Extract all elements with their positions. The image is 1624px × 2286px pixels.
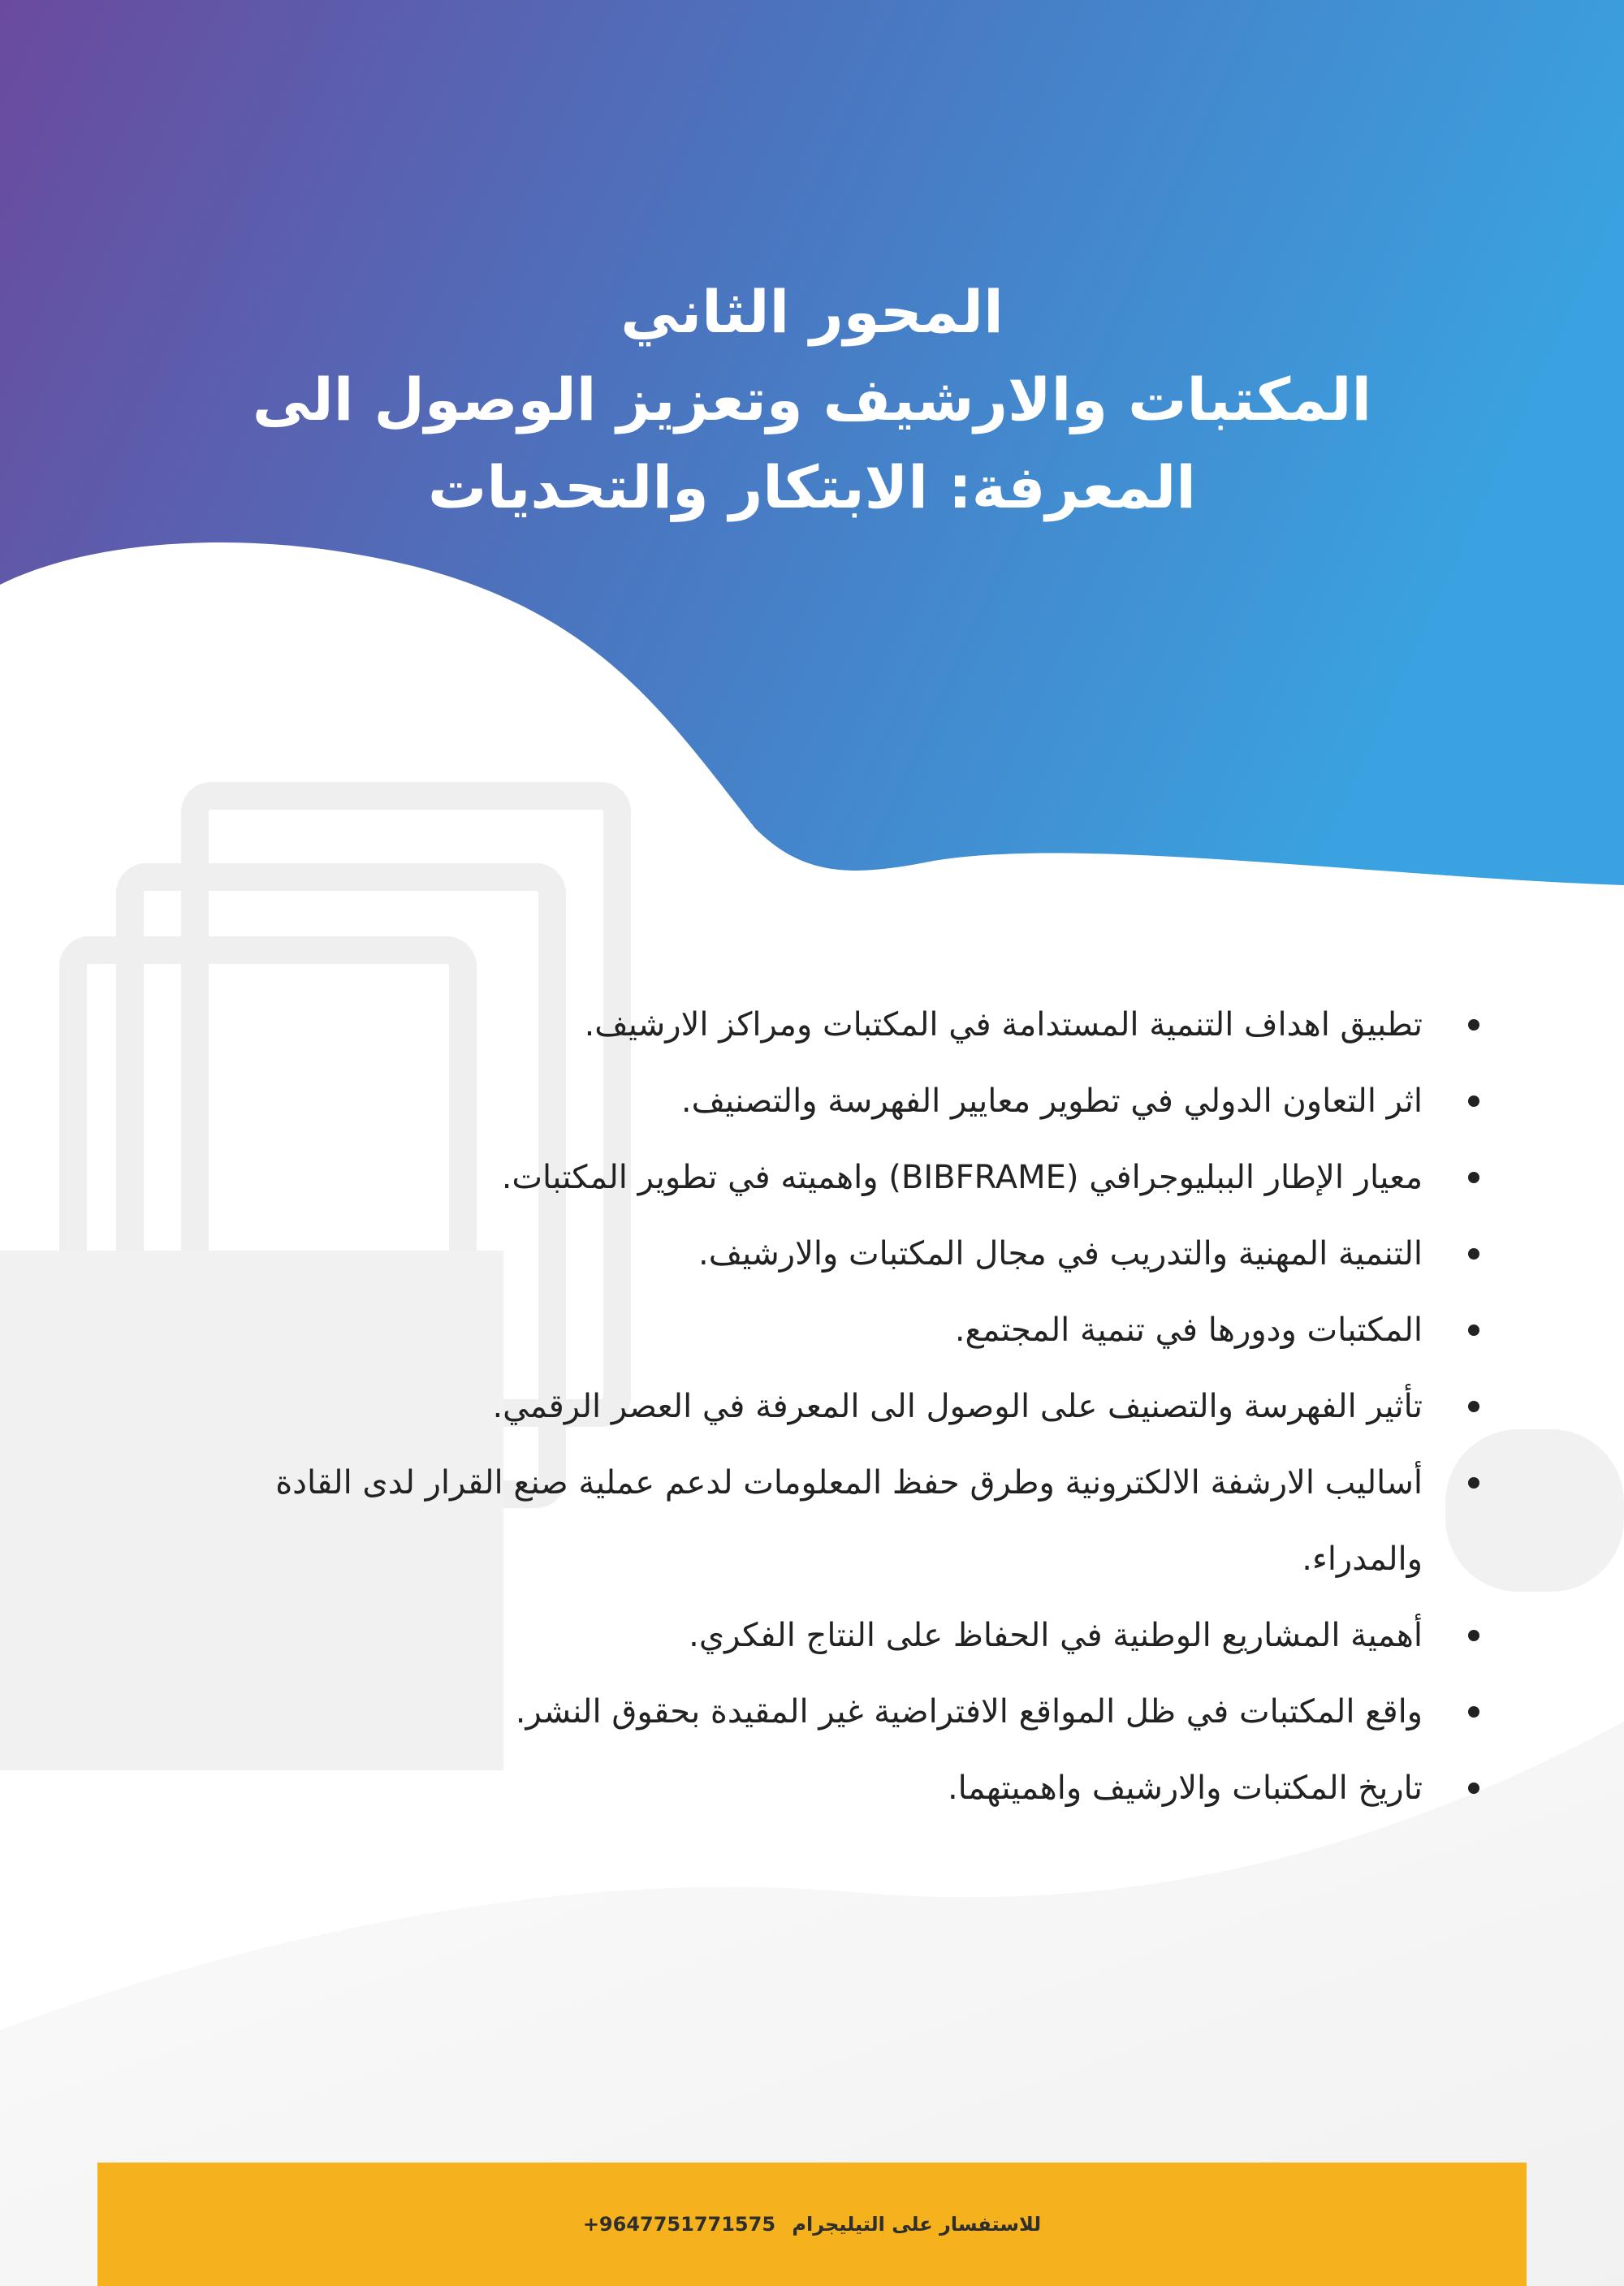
bullet-icon (1468, 1324, 1479, 1336)
bullet-icon (1468, 1706, 1479, 1718)
footer-label: للاستفسار على التيليجرام (792, 2213, 1042, 2236)
list-item: تطبيق اهداف التنمية المستدامة في المكتبات ومراكز الارشيف. (146, 987, 1494, 1063)
list-item: تأثير الفهرسة والتصنيف على الوصول الى المعرفة في العصر الرقمي. (146, 1368, 1494, 1445)
list-item: تاريخ المكتبات والارشيف واهميتهما. (146, 1750, 1494, 1826)
topics-list (146, 987, 1494, 1826)
bullet-icon (1468, 1095, 1479, 1107)
title-line-sub: المعرفة: الابتكار والتحديات (428, 453, 1196, 521)
title-line-axis: المحور الثاني (620, 278, 1004, 346)
bullet-icon (1468, 1783, 1479, 1794)
footer-contact-text (583, 2213, 1041, 2236)
list-item: واقع المكتبات في ظل المواقع الافتراضية غير المقيدة بحقوق النشر. (146, 1674, 1494, 1750)
list-item: التنمية المهنية والتدريب في مجال المكتبات والارشيف. (146, 1216, 1494, 1292)
bullet-icon (1468, 1019, 1479, 1031)
bullet-icon (1468, 1630, 1479, 1641)
bullet-icon (1468, 1477, 1479, 1489)
footer-contact-bar (97, 2163, 1527, 2286)
footer-phone-number[interactable]: +9647751771575 (582, 2213, 776, 2236)
page-title (244, 268, 1380, 531)
bullet-icon (1468, 1172, 1479, 1183)
title-line-main: المكتبات والارشيف وتعزيز الوصول الى (252, 365, 1372, 434)
list-item: أساليب الارشفة الالكترونية وطرق حفظ المعلومات لدعم عملية صنع القرار لدى القادة والمدراء. (146, 1445, 1494, 1597)
list-item: أهمية المشاريع الوطنية في الحفاظ على النتاج الفكري. (146, 1597, 1494, 1674)
bullet-icon (1468, 1248, 1479, 1260)
bullet-icon (1468, 1401, 1479, 1412)
list-item: المكتبات ودورها في تنمية المجتمع. (146, 1292, 1494, 1368)
list-item: معيار الإطار الببليوجرافي (BIBFRAME) واهميته في تطوير المكتبات. (146, 1139, 1494, 1216)
list-item: اثر التعاون الدولي في تطوير معايير الفهرسة والتصنيف. (146, 1063, 1494, 1139)
